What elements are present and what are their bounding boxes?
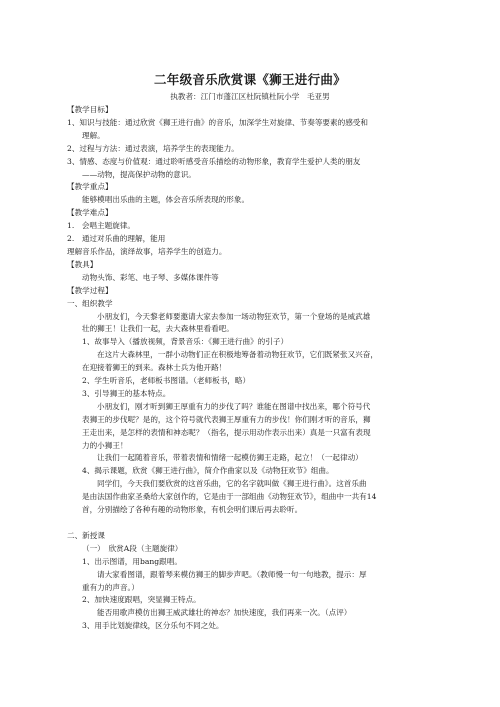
text-line: 是由法国作曲家圣桑给大家创作的，它是由于一部组曲《动物狂欢节》，组曲中一共有14 xyxy=(82,492,377,502)
text-line: 理解。 xyxy=(82,130,105,140)
text-line: 力的小狮王！ xyxy=(82,440,128,450)
text-line: 【教学目标】 xyxy=(67,105,113,114)
text-line: 能够模唱出乐曲的主题，体会音乐所表现的形象。 xyxy=(82,195,250,205)
text-line: 【教学重点】 xyxy=(67,182,113,192)
text-line: 表狮王的步伐呢？是的，这个符号就代表狮王厚重有力的步伐！你们刚才听的音乐，狮 xyxy=(82,414,371,424)
text-line: 能否用歌声模仿出狮王威武雄壮的神态？加快速度，我们再来一次。（点评） xyxy=(97,608,352,618)
text-line: 在迎接着狮王的到来。森林士兵为他开路！ xyxy=(82,363,227,373)
text-line: 1、知识与技能：通过欣赏《狮王进行曲》的音乐，加深学生对旋律、节奏等要素的感受和 xyxy=(67,117,368,127)
text-line: 王走出来，是怎样的表情和神态呢？（指名，提示用动作表示出来）真是一只富有表现 xyxy=(82,427,371,437)
text-line: 在这片大森林里，一群小动物们正在积极地筹备着动物狂欢节，它们既紧张又兴奋， xyxy=(97,350,378,360)
text-line: 3、引导狮王的基本特点。 xyxy=(82,388,171,398)
text-line: 2、学生听音乐，老师板书图谱。（老师板书，略） xyxy=(82,376,251,386)
text-line: 3、情感、态度与价值观：通过聆听感受音乐描绘的动物形象，教育学生爱护人类的朋友 xyxy=(67,156,361,166)
author-line: 执教者：江门市蓬江区杜阮镇杜阮小学 毛亚男 xyxy=(170,92,330,101)
text-line: 重有力的声音。） xyxy=(82,582,139,592)
text-line: 理解音乐作品，演绎故事，培养学生的创造力。 xyxy=(67,246,227,256)
text-line: 让我们一起随着音乐，带着表情和情绪一起模仿狮王走路，起立！（一起律动） xyxy=(97,453,363,463)
text-line: 1. 会唱主题旋律。 xyxy=(67,221,135,231)
text-line: 2、过程与方法：通过表演，培养学生的表现能力。 xyxy=(67,143,239,153)
text-line xyxy=(67,517,439,530)
text-line: 一、组织教学 xyxy=(67,298,113,308)
text-line: 1、故事导入（播放视频，背景音乐：《狮王进行曲》的引子） xyxy=(82,337,289,347)
text-line: 【教学难点】 xyxy=(67,208,113,218)
text-line: 壮的狮王！让我们一起，去大森林里看看吧。 xyxy=(82,324,234,334)
text-line: 1、出示图谱，用bang跟唱。 xyxy=(82,556,182,566)
text-line: 【教具】 xyxy=(67,259,98,269)
text-line: 二、新授课 xyxy=(67,530,105,540)
text-line: 动物头饰、彩笔、电子琴、多媒体课件等 xyxy=(82,272,219,282)
text-line: 小朋友们，刚才听到狮王厚重有力的步伐了吗？谁能在图谱中找出来，哪个符号代 xyxy=(97,401,371,411)
lesson-body xyxy=(67,104,439,633)
text-line: 【教学过程】 xyxy=(67,285,113,295)
text-line: 2. 通过对乐曲的理解，能用 xyxy=(67,234,166,244)
text-line: 请大家看图谱，跟着琴来模仿狮王的脚步声吧。（教师慢一句一句地教，提示：厚 xyxy=(97,569,367,579)
text-line: （一） 欣赏A段（主题旋律） xyxy=(82,543,183,553)
text-line: 3、用手比划旋律线，区分乐句不同之处。 xyxy=(82,621,224,631)
text-line: 4、揭示课题，欣赏《狮王进行曲》，简介作曲家以及《动物狂欢节》组曲。 xyxy=(82,466,334,476)
text-line: 2、加快速度跟唱，突显狮王特点。 xyxy=(82,595,201,605)
text-line: ——动物，提高保护动物的意识。 xyxy=(82,169,196,179)
text-line: 首，分别描绘了各种有趣的动物形象，有机会明们课后再去聆听。 xyxy=(82,505,303,515)
text-line: 小朋友们，今天黎老师要邀请大家去参加一场动物狂欢节，第一个登场的是威武雄 xyxy=(97,311,371,321)
document-title: 二年级音乐欣赏课《狮王进行曲》 xyxy=(153,72,346,87)
text-line: 同学们，今天我们要欣赏的这首乐曲，它的名字就叫做《狮王进行曲》。这首乐曲 xyxy=(97,479,367,489)
